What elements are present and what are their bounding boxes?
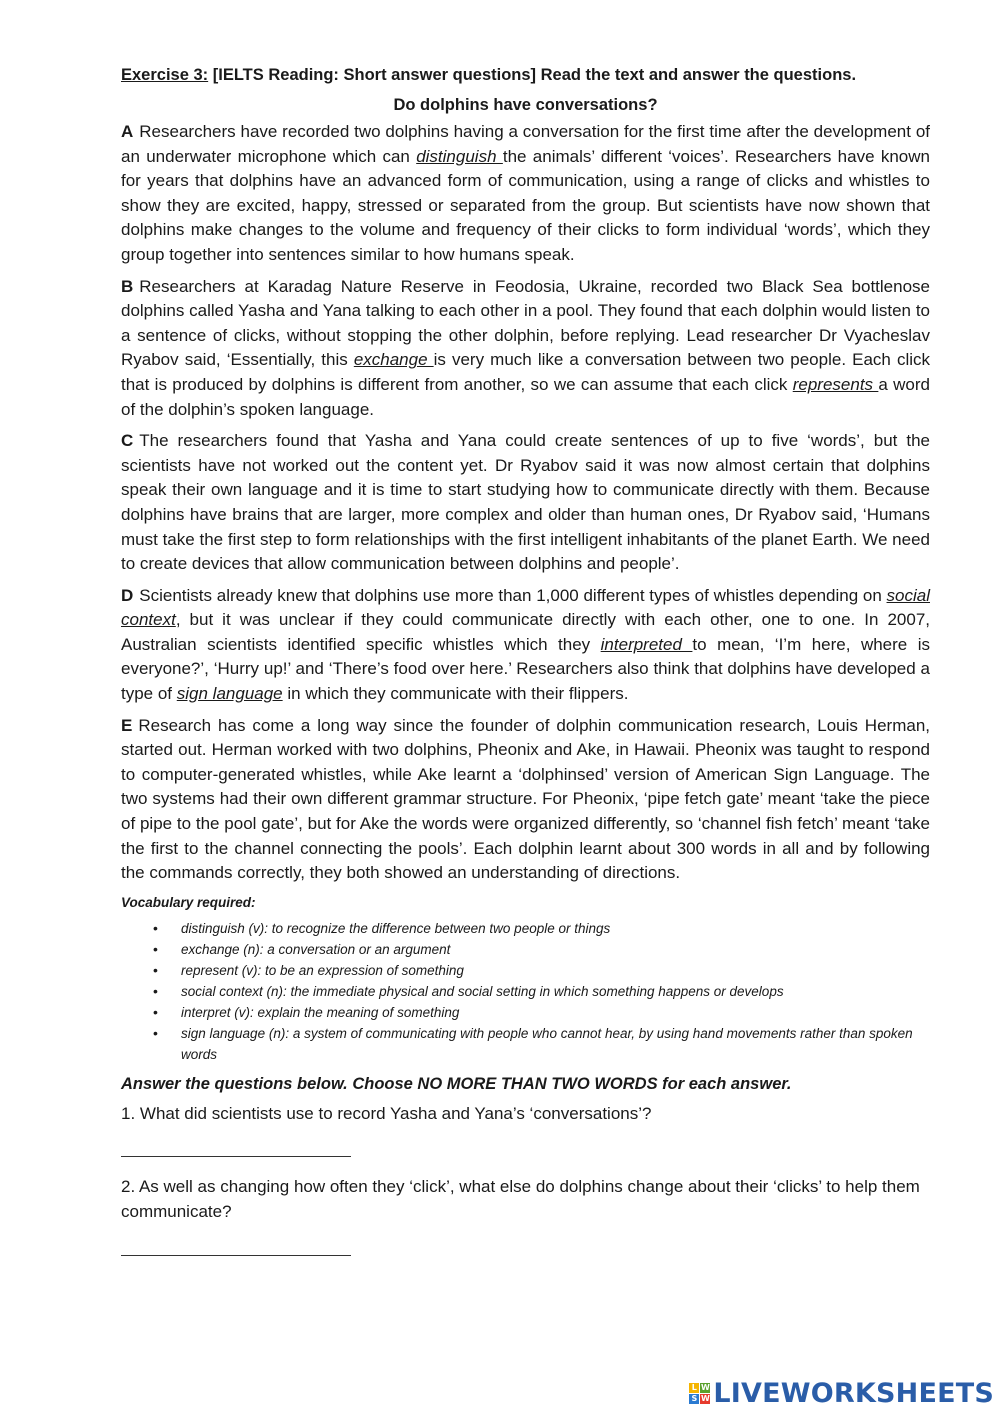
vocab-term: social context [121,585,930,630]
vocab-item [153,960,930,981]
logo-mark-tile: S [689,1394,699,1404]
vocab-item [153,981,930,1002]
paragraph-letter: D [121,585,134,605]
paragraph-letter: B [121,276,134,296]
paragraph-text: to mean, ‘I’m here, where is everyone?’, ‘Hurry up!’ and ‘There’s food over here.’ Researchers also think that dolphins have developed a type of [121,634,931,704]
paragraph-letter: E [121,715,133,735]
article-body [121,120,930,886]
paragraph-text: Researchers at Karadag Nature Reserve in Feodosia, Ukraine, recorded two Black Sea bottlenose dolphins called Yasha and Yana talking to each other in a pool. They found that each dolphin would listen to a sentence of clicks, without stopping the other dolphin, before replying. Lead researcher Dr Vyacheslav Ryabov said, ‘Essentially, this [121,276,930,370]
paragraph-c [121,429,930,577]
bullet-icon: • [153,961,158,978]
vocab-definition: distinguish (v): to recognize the difference between two people or things [181,920,611,936]
worksheet-page [121,62,930,1274]
paragraph-a [121,120,930,268]
vocab-term: distinguish [416,146,503,166]
exercise-label: Exercise 3: [121,66,209,84]
vocab-term: interpreted [600,634,693,654]
paragraph-text: The researchers found that Yasha and Yana could create sentences of up to five ‘words’, but the scientists have not worked out the content yet. Dr Ryabov said it was now almost certain that dolphins speak their own language and it is time to start studying how to communicate directly with them. Because dolphins have brains that are larger, more complex and older than human ones, Dr Ryabov said, ‘Humans must take the first step to form relationships with the first intelligent inhabitants of the planet Earth. We need to create devices that allow communication between dolphins and people’. [121,431,930,574]
logo-mark-tile: W [700,1394,710,1403]
liveworksheets-logo [689,1378,994,1409]
bullet-icon: • [153,1003,158,1020]
vocab-definition: social context (n): the immediate physical and social setting in which something happens or develops [181,983,784,999]
paragraph-d [121,584,930,707]
paragraph-text: Research has come a long way since the founder of dolphin communication research, Louis Herman, started out. Herman worked with two dolphins, Pheonix and Ake, in Hawaii. Pheonix was taught to respond to computer-generated whistles, while Ake learnt a ‘dolphinsed’ version of American Sign Language. The two systems had their own different grammar structure. For Pheonix, ‘pipe fetch gate’ meant ‘take the piece of pipe to the pool gate’, but for Ake the words were organized differently, so ‘channel fish fetch’ meant ‘take the first to the channel connecting the pools’. Each dolphin learnt about 300 words in all and by following the commands correctly, they both showed an understanding of directions. [121,715,930,883]
vocab-item [153,1002,930,1023]
vocab-definition: interpret (v): explain the meaning of something [181,1004,460,1020]
question-instructions: Answer the questions below. Choose NO MORE THAN TWO WORDS for each answer. [121,1074,792,1093]
paragraph-text: in which they communicate with their flippers. [282,684,629,704]
paragraph-text: the animals’ different ‘voices’. Researchers have known for years that dolphins have an advanced form of communication, using a range of clicks and whistles to show they are excited, happy, stressed or separated from the group. But scientists have now shown that dolphins make changes to the volume and frequency of their clicks to form individual ‘words’, which they group together into sentences similar to how humans speak. [121,146,930,264]
paragraph-text: Scientists already knew that dolphins use more than 1,000 different types of whistles depending on [139,585,887,605]
paragraph-text: is very much like a conversation between two people. Each click that is produced by dolphins is different from another, so we can assume that each click [121,350,930,394]
exercise-heading [121,62,930,88]
vocab-item [153,939,930,960]
vocab-item [153,1023,930,1065]
vocab-definition: sign language (n): a system of communicating with people who cannot hear, by using hand movements rather than spoken words [181,1025,913,1062]
paragraph-letter: A [121,122,134,141]
vocab-definition: exchange (n): a conversation or an argument [181,941,451,957]
logo-mark-tile: L [689,1383,699,1393]
vocab-term: sign language [176,684,283,704]
answer-blank-1[interactable] [121,1136,351,1157]
vocab-term: represents [792,374,879,394]
vocab-definition: represent (v): to be an expression of something [181,962,464,978]
bullet-icon: • [153,982,158,999]
paragraph-e [121,714,930,886]
vocab-item [153,918,930,939]
question-1: 1. What did scientists use to record Yasha and Yana’s ‘conversations’? [121,1103,652,1123]
article-title: Do dolphins have conversations? [393,96,658,114]
logo-mark-icon [689,1383,710,1404]
paragraph-text: a word of the dolphin’s spoken language. [121,374,931,419]
question-2: 2. As well as changing how often they ‘click’, what else do dolphins change about their ‘clicks’ to help them communicate? [121,1177,920,1221]
paragraph-letter: C [121,431,134,451]
answer-blank-2[interactable] [121,1235,351,1256]
paragraph-text: , but it was unclear if they could communicate directly with each other, one to one. In 2007, Australian scientists identified specific whistles which they [121,610,930,654]
vocab-term: exchange [353,350,434,370]
logo-text: LIVEWORKSHEETS [713,1378,994,1409]
bullet-icon: • [153,940,158,957]
vocabulary-title: Vocabulary required: [121,894,256,910]
vocabulary-list [121,918,930,1065]
exercise-instruction: [IELTS Reading: Short answer questions] Read the text and answer the questions. [208,66,857,84]
logo-mark-tile: W [700,1383,710,1392]
paragraph-text: Researchers have recorded two dolphins having a conversation for the first time after the development of an underwater microphone which can [121,122,930,166]
bullet-icon: • [153,1024,158,1041]
paragraph-b [121,275,930,423]
question-list [121,1102,930,1256]
bullet-icon: • [153,919,158,936]
